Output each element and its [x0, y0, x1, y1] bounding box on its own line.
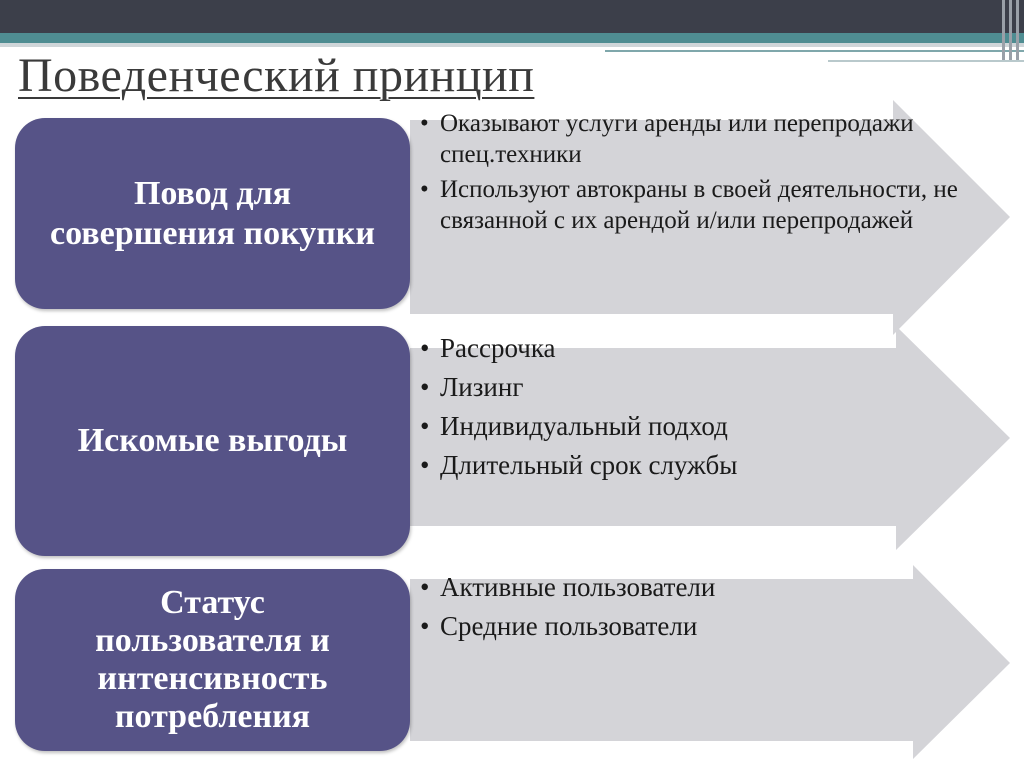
- row-label-1: Повод для совершения покупки: [50, 174, 375, 252]
- bullet-item: • Рассрочка: [416, 332, 976, 365]
- row-bullets-3: [416, 571, 976, 649]
- header-light-band: [0, 43, 1024, 47]
- row-label-box-2: [15, 326, 410, 556]
- diagram-row-1: [0, 100, 1024, 335]
- header-teal-band: [0, 33, 1024, 43]
- row-label-box-1: [15, 118, 410, 309]
- bullet-item: • Индивидуальный подход: [416, 410, 976, 443]
- row-bullets-1: [416, 108, 1006, 240]
- bullet-item: • Активные пользователи: [416, 571, 976, 604]
- diagram-row-2: [0, 326, 1024, 550]
- row-label-2: Искомые выгоды: [77, 422, 348, 459]
- bullet-item: • Оказывают услуги аренды или перепродажи спец.техники: [416, 108, 1006, 170]
- header-dark-band: [0, 0, 1024, 33]
- diagram-row-3: [0, 565, 1024, 767]
- row-label-3: Статус пользователя и интенсивность потребления: [95, 584, 330, 735]
- row-bullets-2: [416, 332, 976, 488]
- header-accent-line: [605, 50, 1024, 52]
- bullet-item: • Длительный срок службы: [416, 449, 976, 482]
- slide-title: Поведенческий принцип: [18, 49, 535, 102]
- bullet-item: • Лизинг: [416, 371, 976, 404]
- header-accent-line-short: [828, 60, 1024, 62]
- header-right-stripes: [1000, 0, 1024, 60]
- row-label-box-3: [15, 569, 410, 751]
- bullet-item: • Используют автокраны в своей деятельности, не связанной с их арендой и/или перепродажей: [416, 174, 1006, 236]
- bullet-item: • Средние пользователи: [416, 610, 976, 643]
